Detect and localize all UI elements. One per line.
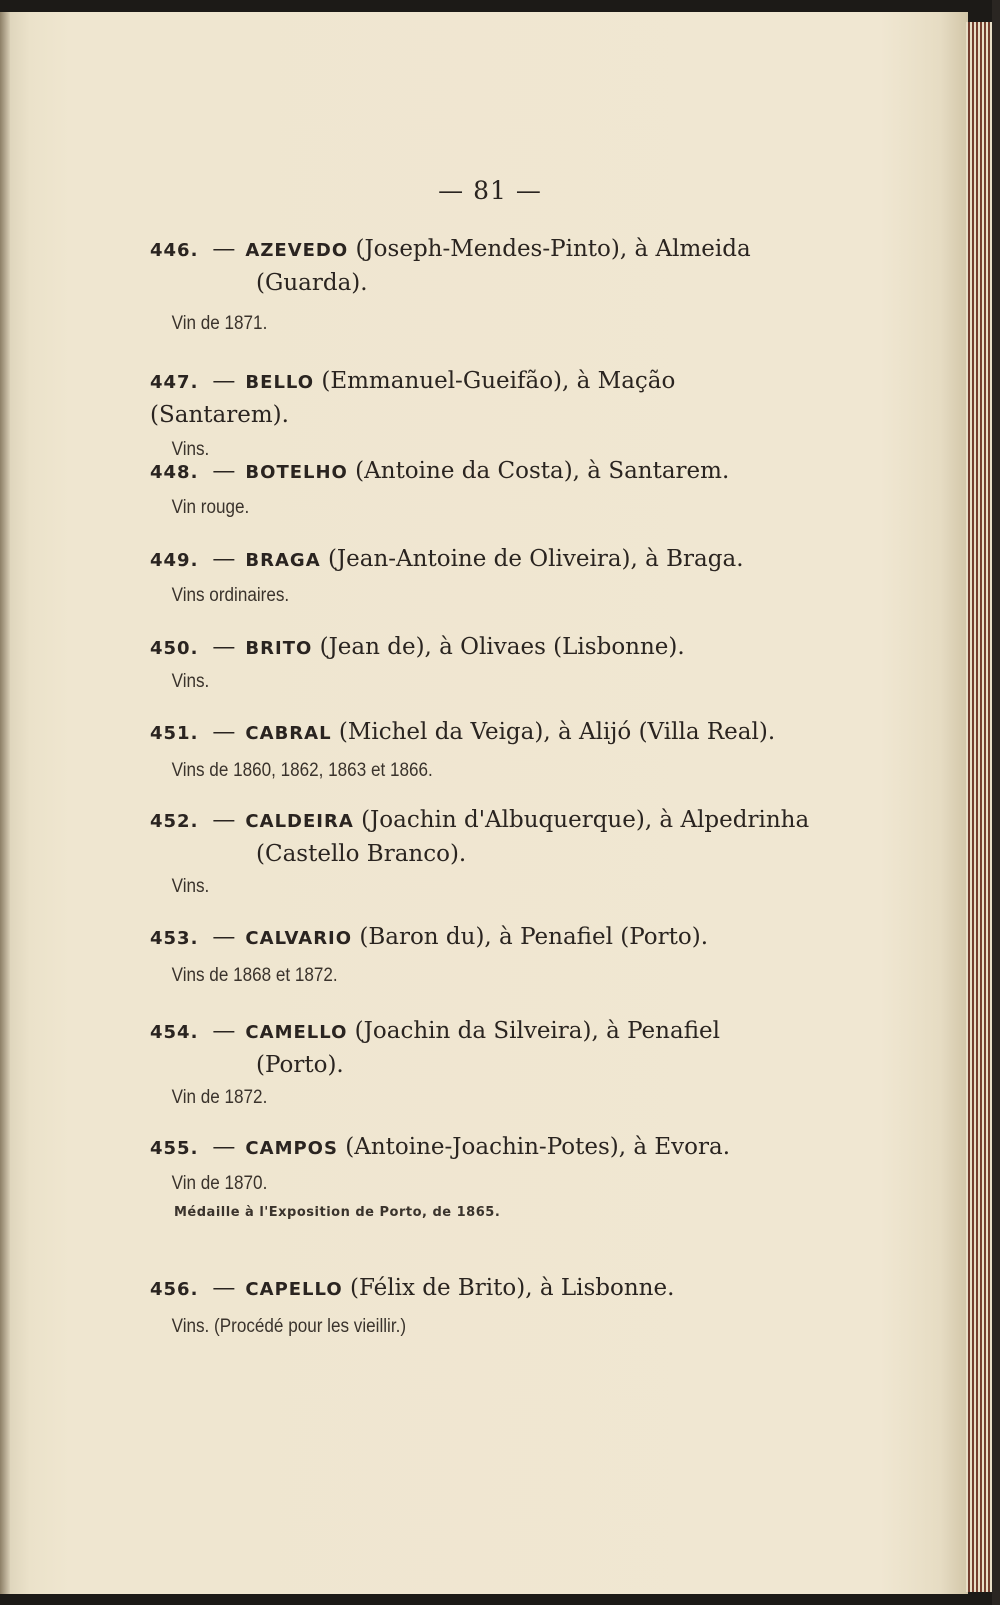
entry-448 [150, 455, 810, 519]
entry-number: 448. [150, 462, 199, 483]
entry-number: 455. [150, 1138, 199, 1159]
entry-description: Vin rouge. [171, 497, 250, 518]
entry-text: (Antoine-Joachin-Potes), à Evora. [337, 1134, 731, 1160]
entry-dash: — [212, 1018, 236, 1044]
entry-description: Vin de 1872. [171, 1087, 268, 1108]
entry-number: 446. [150, 240, 199, 261]
entry-continuation: (Castello Branco). [256, 841, 467, 867]
entry-dash: — [212, 634, 236, 660]
entry-heading [150, 804, 810, 838]
entry-continuation: (Porto). [256, 1052, 344, 1078]
entry-dash: — [212, 546, 236, 572]
entry-text: (Antoine da Costa), à Santarem. [347, 458, 730, 484]
entry-heading [150, 921, 810, 955]
entry-description: Vins. [171, 876, 210, 897]
entry-number: 450. [150, 638, 199, 659]
entry-description: Vins. (Procédé pour les vieillir.) [171, 1316, 407, 1337]
entry-description: Vin de 1870. [171, 1173, 268, 1194]
entry-heading [150, 543, 810, 577]
entry-number: 454. [150, 1022, 199, 1043]
entry-name: AZEVEDO [245, 240, 349, 261]
entry-heading [150, 1131, 810, 1165]
entry-description: Vins de 1868 et 1872. [171, 965, 338, 986]
entry-number: 449. [150, 550, 199, 571]
entry-450 [150, 631, 810, 693]
entry-text: (Michel da Veiga), à Alijó (Villa Real). [331, 719, 776, 745]
entry-number: 452. [150, 811, 199, 832]
entry-text: (Joachin d'Albuquerque), à Alpedrinha [353, 807, 810, 833]
entry-dash: — [212, 807, 236, 833]
entry-name: BRAGA [245, 550, 321, 571]
entry-number: 456. [150, 1279, 199, 1300]
entry-name: CAPELLO [245, 1279, 343, 1300]
entry-text: (Baron du), à Penafiel (Porto). [352, 924, 709, 950]
entry-453 [150, 921, 810, 987]
entry-text: (Emmanuel-Gueifão), à Mação (Santarem). [150, 368, 676, 428]
entry-description: Vins. [171, 439, 210, 460]
entry-heading [150, 1272, 810, 1306]
entry-note: Médaille à l'Exposition de Porto, de 1865. [174, 1205, 501, 1220]
entry-447 [150, 365, 810, 461]
entry-455 [150, 1131, 810, 1220]
entry-dash: — [212, 368, 236, 394]
entry-dash: — [212, 458, 236, 484]
entry-name: BRITO [245, 638, 313, 659]
entry-text: (Joachin da Silveira), à Penafiel [347, 1018, 721, 1044]
entry-name: CAMPOS [245, 1138, 338, 1159]
entry-heading [150, 1015, 810, 1049]
entry-text: (Jean de), à Olivaes (Lisbonne). [312, 634, 685, 660]
entry-name: BOTELHO [245, 462, 348, 483]
entry-dash: — [212, 236, 236, 262]
entry-name: CALVARIO [245, 928, 353, 949]
entry-number: 447. [150, 372, 199, 393]
entry-heading [150, 631, 810, 665]
entry-456 [150, 1272, 810, 1338]
entry-description: Vins ordinaires. [171, 585, 290, 606]
page-number: — 81 — [438, 176, 542, 205]
entry-continuation: (Guarda). [256, 270, 368, 296]
entry-heading [150, 233, 810, 267]
entry-number: 453. [150, 928, 199, 949]
entry-dash: — [212, 1275, 236, 1301]
entry-449 [150, 543, 810, 607]
book-cover-edge [992, 0, 1000, 1605]
entry-heading [150, 455, 810, 489]
entry-number: 451. [150, 723, 199, 744]
entry-452 [150, 804, 810, 898]
entry-name: BELLO [245, 372, 315, 393]
entry-name: CAMELLO [245, 1022, 348, 1043]
entry-name: CABRAL [245, 723, 332, 744]
entry-heading [150, 365, 810, 431]
entry-text: (Félix de Brito), à Lisbonne. [342, 1275, 675, 1301]
entry-446 [150, 233, 810, 335]
entry-description: Vin de 1871. [171, 313, 268, 334]
entry-name: CALDEIRA [245, 811, 354, 832]
entry-dash: — [212, 924, 236, 950]
entry-description: Vins de 1860, 1862, 1863 et 1866. [171, 760, 433, 781]
entry-454 [150, 1015, 810, 1109]
entry-dash: — [212, 719, 236, 745]
entry-description: Vins. [171, 671, 210, 692]
entry-text: (Joseph-Mendes-Pinto), à Almeida [348, 236, 751, 262]
entry-dash: — [212, 1134, 236, 1160]
entry-451 [150, 716, 810, 782]
entry-heading [150, 716, 810, 750]
page-left-edge [0, 12, 10, 1594]
entry-text: (Jean-Antoine de Oliveira), à Braga. [320, 546, 744, 572]
